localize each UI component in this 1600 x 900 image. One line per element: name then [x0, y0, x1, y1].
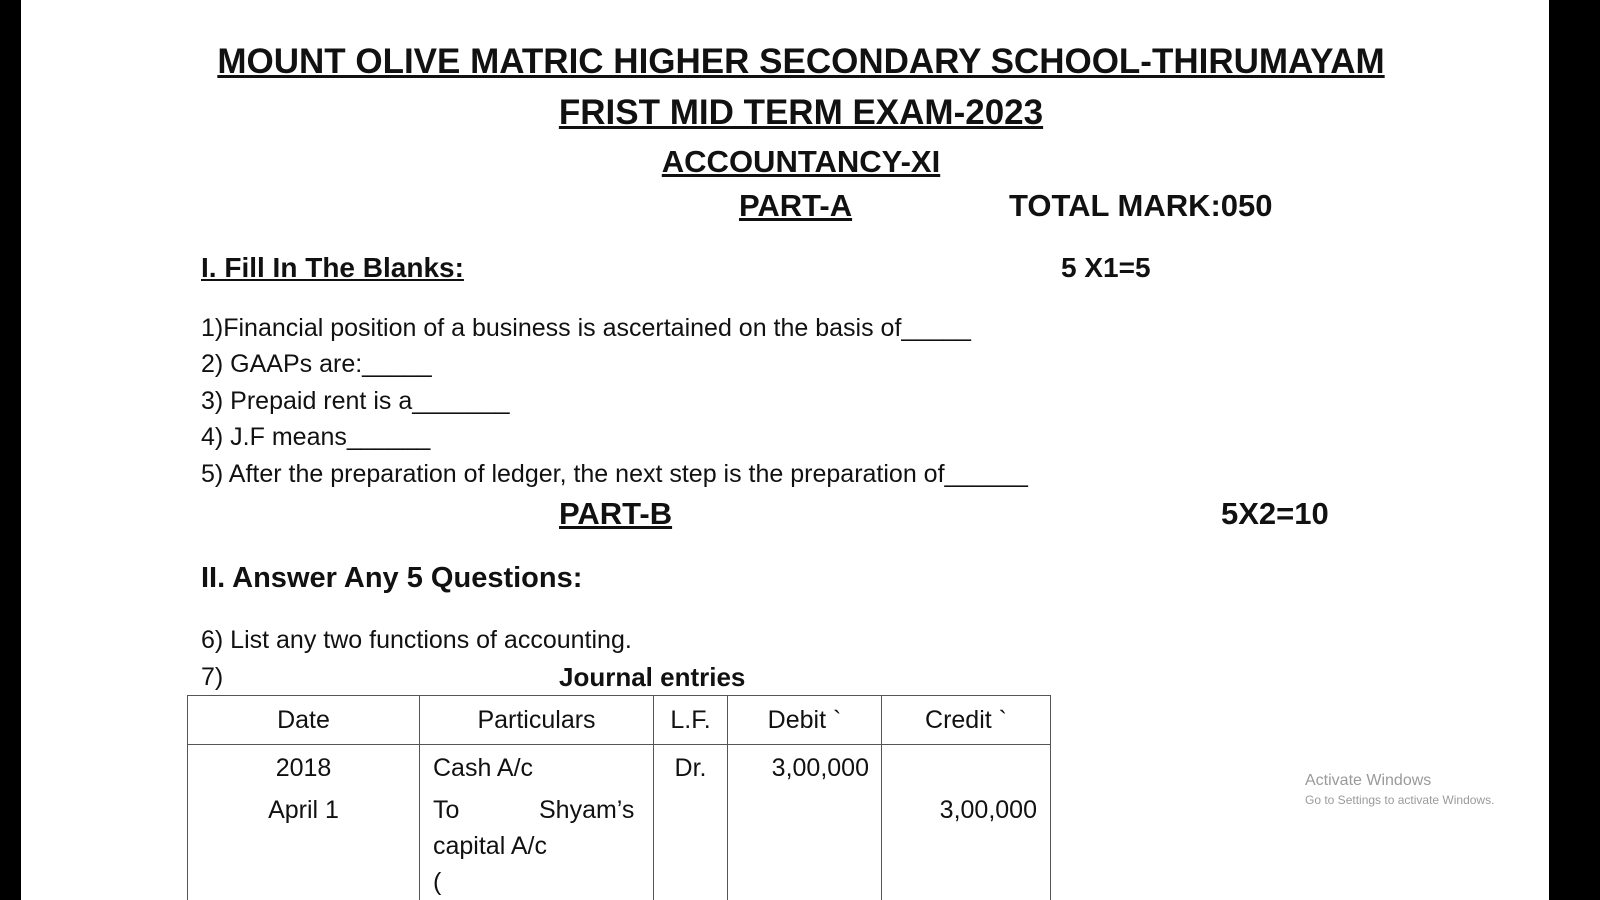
- header-debit: Debit `: [728, 696, 882, 745]
- lf-value: Dr.: [674, 754, 707, 782]
- question-5: 5) After the preparation of ledger, the next step is the preparation of______: [201, 460, 1028, 488]
- section-1-title: I. Fill In The Blanks:: [201, 252, 464, 283]
- section-2-marks: 5X2=10: [1221, 496, 1329, 531]
- credit-account-word: Shyam’s: [539, 796, 635, 824]
- question-2: 2) GAAPs are:_____: [201, 350, 432, 378]
- question-6: 6) List any two functions of accounting.: [201, 626, 632, 654]
- credit-account-rest: capital A/c: [433, 832, 547, 860]
- header-lf: L.F.: [654, 696, 728, 745]
- journal-table: [187, 695, 1051, 900]
- debit-amount: 3,00,000: [771, 754, 869, 782]
- date-day: April 1: [268, 796, 339, 824]
- school-title: MOUNT OLIVE MATRIC HIGHER SECONDARY SCHOOL-THIRUMAYAM: [217, 42, 1385, 81]
- date-cell: [188, 745, 420, 900]
- credit-cell: [882, 745, 1051, 900]
- question-1: 1)Financial position of a business is ascertained on the basis of_____: [201, 314, 971, 342]
- part-b-heading: PART-B: [559, 496, 673, 531]
- particulars-cell: [420, 745, 654, 900]
- section-1-marks: 5 X1=5: [1061, 252, 1151, 283]
- total-mark: TOTAL MARK:050: [1009, 188, 1273, 223]
- question-4: 4) J.F means______: [201, 423, 431, 451]
- lf-cell: [654, 745, 728, 900]
- header-credit: Credit `: [882, 696, 1051, 745]
- watermark-subtitle: Go to Settings to activate Windows.: [1305, 793, 1495, 807]
- watermark-title: Activate Windows: [1305, 772, 1432, 789]
- journal-title: Journal entries: [559, 662, 746, 692]
- partial-line: (: [433, 868, 442, 896]
- exam-title: FRIST MID TERM EXAM-2023: [558, 93, 1044, 132]
- to-label: To: [433, 796, 460, 824]
- subject-title: ACCOUNTANCY-XI: [661, 144, 941, 179]
- question-7-number: 7): [201, 663, 224, 691]
- journal-entry-row: [188, 745, 1051, 900]
- part-a-heading: PART-A: [739, 188, 853, 223]
- activate-windows-watermark: [1305, 772, 1494, 807]
- date-year: 2018: [275, 754, 332, 782]
- debit-cell: [728, 745, 882, 900]
- header-date: Date: [188, 696, 420, 745]
- document-page: [21, 0, 1549, 900]
- section-2-title: II. Answer Any 5 Questions:: [201, 562, 583, 594]
- question-3: 3) Prepaid rent is a_______: [201, 387, 510, 415]
- header-particulars: Particulars: [420, 696, 654, 745]
- journal-header-row: [188, 696, 1051, 745]
- debit-account: Cash A/c: [433, 754, 534, 782]
- credit-amount: 3,00,000: [939, 796, 1037, 824]
